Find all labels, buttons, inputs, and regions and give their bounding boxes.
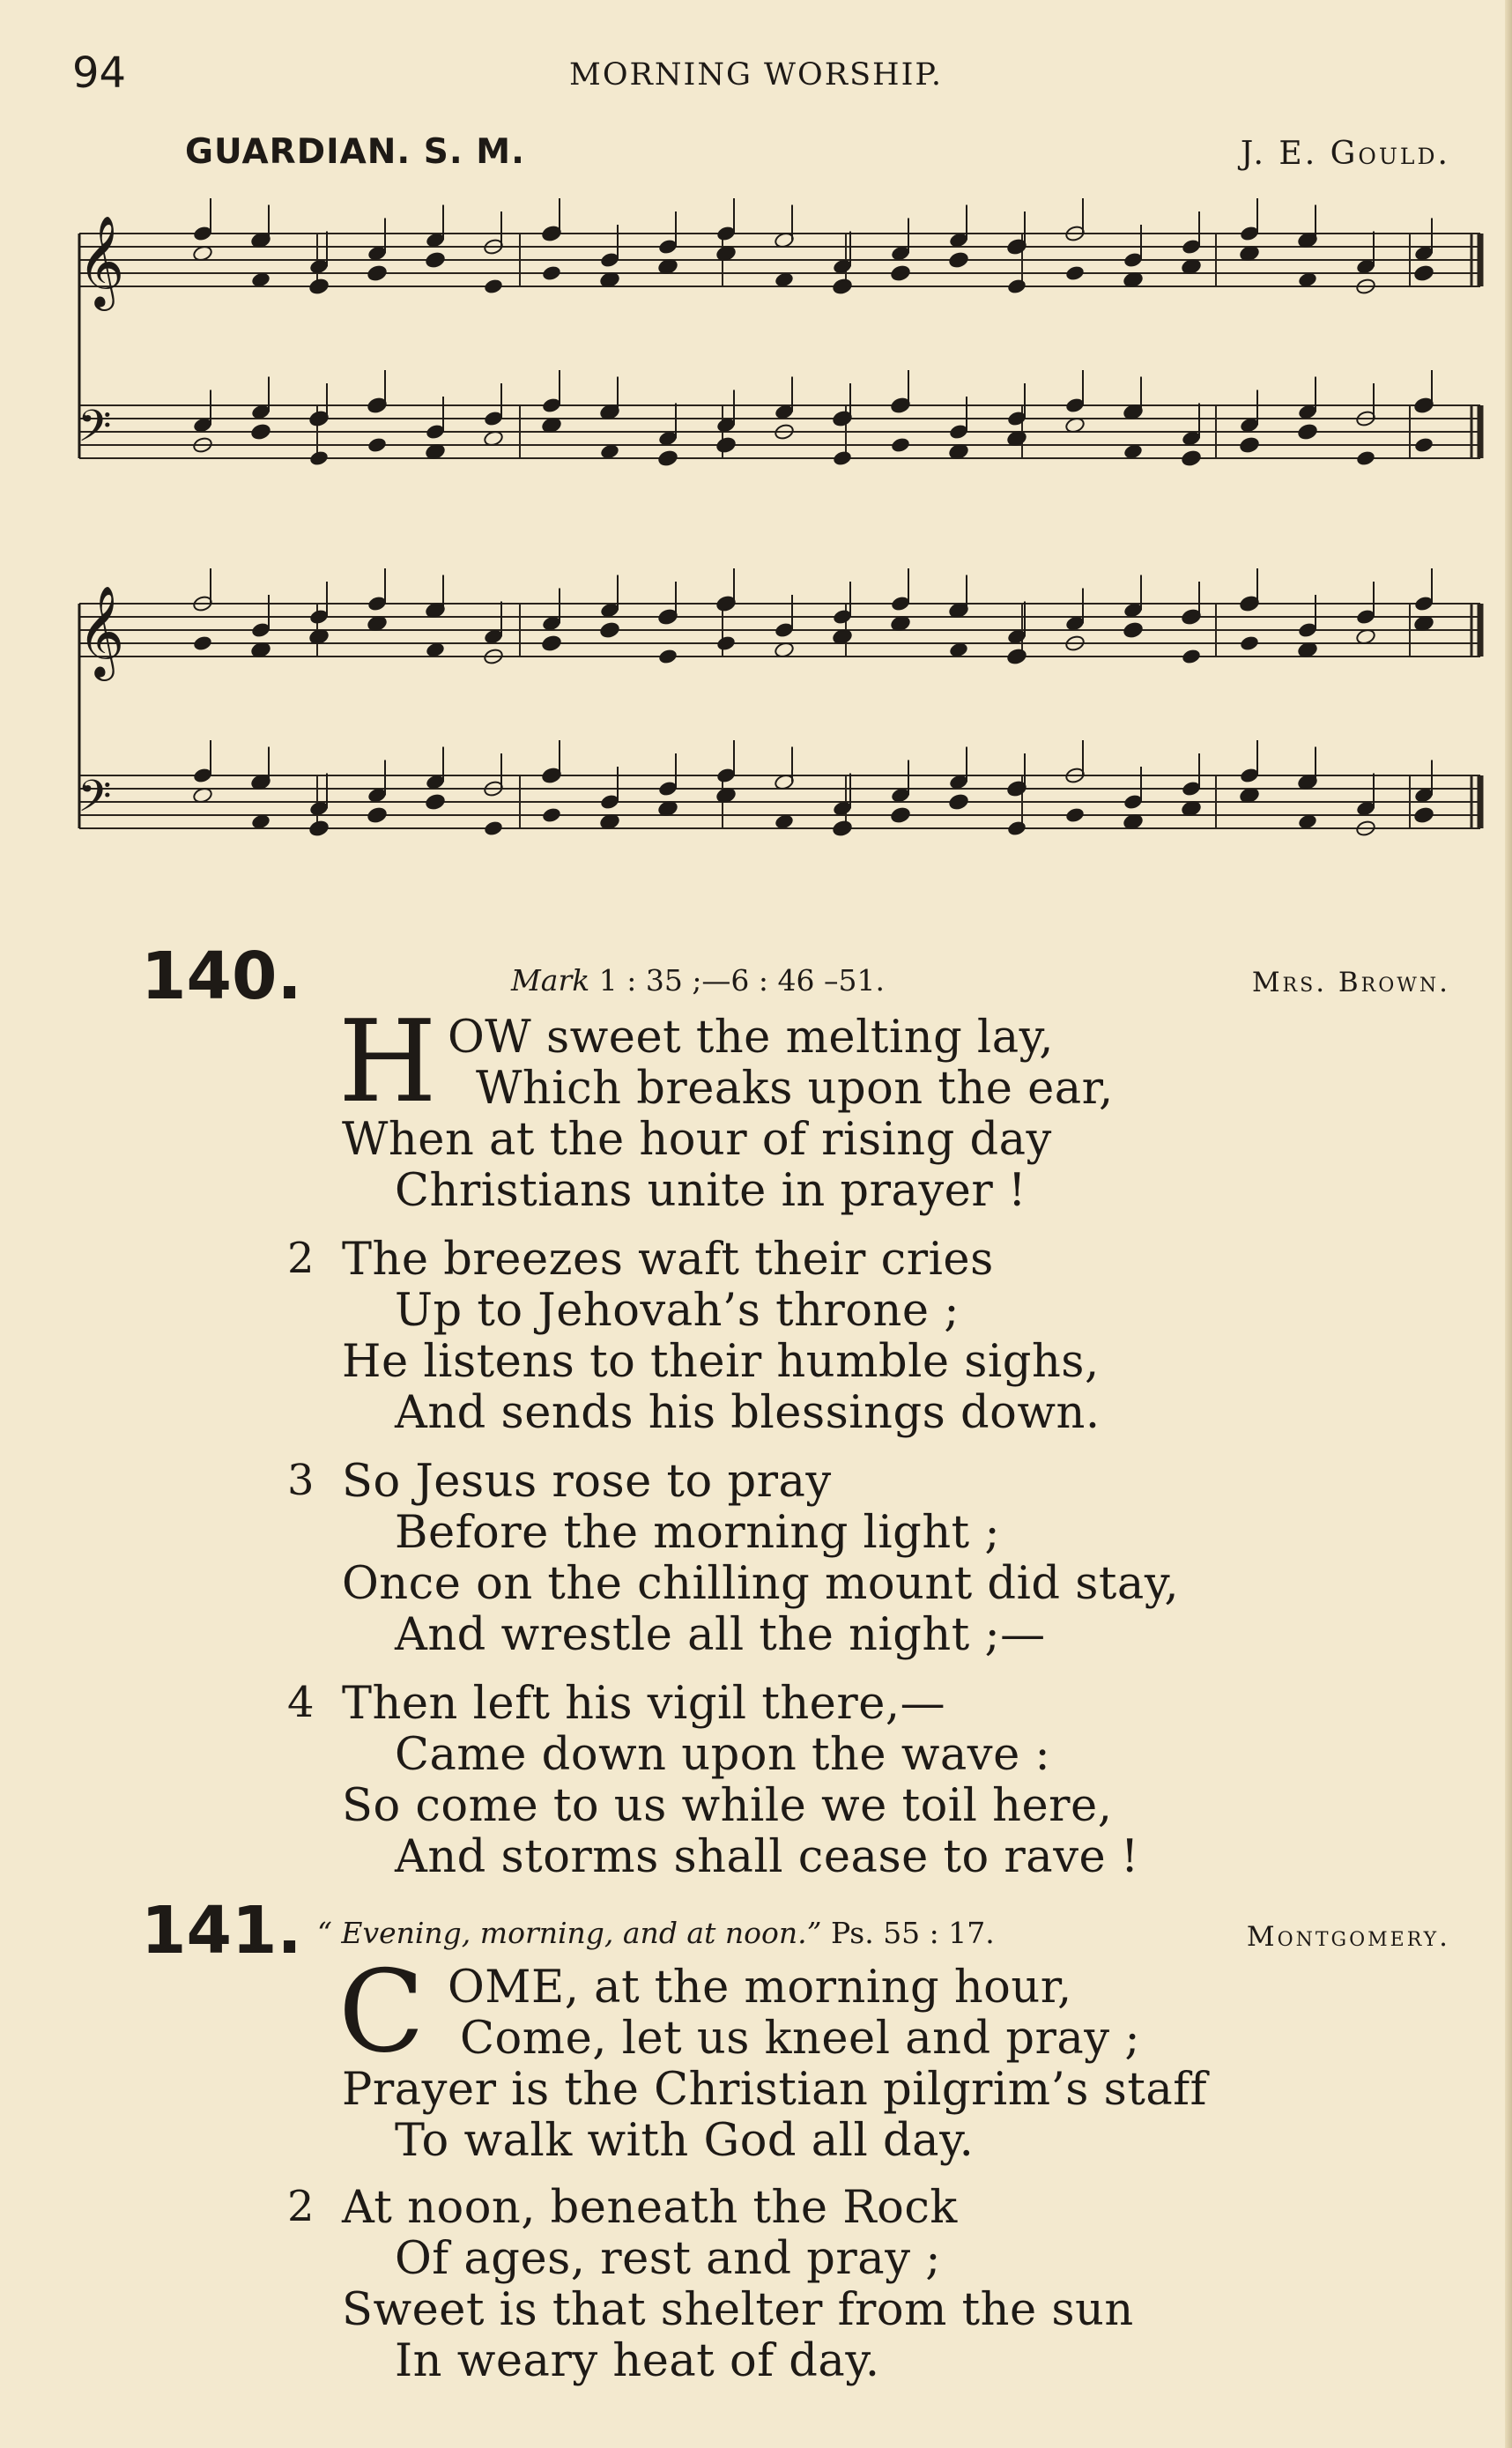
note-head xyxy=(948,793,969,811)
note-head xyxy=(483,278,504,295)
verse-number: 3 xyxy=(287,1456,315,1505)
note-head xyxy=(308,449,330,467)
verse-line: And wrestle all the night ;— xyxy=(395,1609,1046,1661)
note-head xyxy=(250,423,271,441)
note-head xyxy=(1181,449,1202,467)
note-head xyxy=(715,436,737,454)
verse-line: The breezes waft their cries xyxy=(342,1234,994,1286)
verse-line: Sweet is that shelter from the sun xyxy=(342,2284,1134,2336)
note-head xyxy=(308,278,330,295)
note-head xyxy=(541,634,562,652)
verse-number: 2 xyxy=(287,2182,315,2231)
treble-clef-icon: 𝄞 xyxy=(78,585,125,678)
bass-clef-icon: 𝄢 xyxy=(78,401,112,463)
note-head xyxy=(425,793,446,811)
verse-line: Up to Jehovah’s throne ; xyxy=(395,1285,960,1337)
hymn-author: Mrs. Brown. xyxy=(1251,967,1450,998)
hymn-141-header xyxy=(0,1893,1512,1969)
scripture-reference xyxy=(317,1916,995,1950)
note-head xyxy=(1297,423,1318,441)
verse-line: Prayer is the Christian pilgrim’s staff xyxy=(342,2064,1208,2116)
music-staves xyxy=(70,194,1498,916)
note-head xyxy=(657,449,678,467)
hymn-author: Montgomery. xyxy=(1246,1921,1450,1953)
note-head xyxy=(1123,621,1144,639)
note-head xyxy=(832,449,853,467)
note-head xyxy=(890,806,911,824)
bass-clef-icon: 𝄢 xyxy=(78,771,112,833)
note-head xyxy=(425,251,446,269)
note-head xyxy=(832,820,853,837)
hymn-number: 141. xyxy=(141,1893,302,1969)
tune-composer: J. E. Gould. xyxy=(1240,136,1450,172)
note-head xyxy=(1064,806,1086,824)
note-head xyxy=(367,264,388,282)
note-head xyxy=(832,278,853,295)
note-head xyxy=(1181,648,1202,665)
page-edge xyxy=(1505,0,1512,2448)
verse-line: OW sweet the melting lay, xyxy=(448,1012,1054,1064)
page-number: 94 xyxy=(72,48,127,98)
verse-line: Come, let us kneel and pray ; xyxy=(460,2013,1141,2065)
note-head xyxy=(1413,436,1434,454)
note-head xyxy=(1006,278,1027,295)
note-head xyxy=(1239,436,1260,454)
note-head xyxy=(192,634,213,652)
verse-line: Which breaks upon the ear, xyxy=(476,1063,1114,1115)
verse-line: In weary heat of day. xyxy=(395,2335,880,2387)
note-head xyxy=(1064,264,1086,282)
note-head xyxy=(541,264,562,282)
verse-line: And storms shall cease to rave ! xyxy=(395,1831,1139,1883)
drop-cap: C xyxy=(338,1947,425,2078)
scripture-reference xyxy=(511,963,885,998)
verse-line: Came down upon the wave : xyxy=(395,1729,1051,1781)
page-header xyxy=(0,48,1512,101)
verse-line: Then left his vigil there,— xyxy=(342,1678,946,1730)
tune-name: GUARDIAN. S. M. xyxy=(185,132,525,172)
music-score xyxy=(70,194,1498,916)
hymn-number: 140. xyxy=(141,938,302,1014)
tune-line xyxy=(0,132,1512,185)
note-head xyxy=(1413,806,1434,824)
note-head xyxy=(890,264,911,282)
note-head xyxy=(483,820,504,837)
verse-line: Of ages, rest and pray ; xyxy=(395,2233,941,2285)
note-head xyxy=(890,436,911,454)
verse-line: When at the hour of rising day xyxy=(342,1114,1052,1166)
verse-line: At noon, beneath the Rock xyxy=(342,2182,958,2234)
note-head xyxy=(1006,820,1027,837)
note-head xyxy=(657,648,678,665)
note-head xyxy=(1006,648,1027,665)
scripture-book: Mark xyxy=(511,963,590,998)
note-head xyxy=(367,436,388,454)
verse-number: 2 xyxy=(287,1234,315,1283)
note-head xyxy=(1413,264,1434,282)
treble-clef-icon: 𝄞 xyxy=(78,215,125,308)
scripture-ref: Ps. 55 : 17. xyxy=(821,1916,995,1950)
verse-line: Once on the chilling mount did stay, xyxy=(342,1558,1180,1610)
drop-cap: H xyxy=(338,997,437,1128)
running-head: MORNING WORSHIP. xyxy=(569,57,943,93)
scripture-quote: “ Evening, morning, and at noon.” xyxy=(317,1916,822,1950)
note-head xyxy=(541,806,562,824)
hymn-140-header xyxy=(0,938,1512,1014)
verse-line: And sends his blessings down. xyxy=(395,1387,1101,1439)
note-head xyxy=(1239,634,1260,652)
note-head xyxy=(715,634,737,652)
verse-line: OME, at the morning hour, xyxy=(448,1962,1072,2014)
note-head xyxy=(948,251,969,269)
note-head xyxy=(599,621,620,639)
note-head xyxy=(367,806,388,824)
verse-line: So come to us while we toil here, xyxy=(342,1780,1113,1832)
verse-line: To walk with God all day. xyxy=(395,2115,975,2167)
scripture-ref: 1 : 35 ;—6 : 46 –51. xyxy=(589,963,885,998)
verse-line: Christians unite in prayer ! xyxy=(395,1165,1027,1217)
verse-number: 4 xyxy=(287,1678,315,1727)
note-head xyxy=(308,820,330,837)
verse-line: So Jesus rose to pray xyxy=(342,1456,832,1508)
verse-line: He listens to their humble sighs, xyxy=(342,1336,1100,1388)
note-head xyxy=(1355,449,1376,467)
verse-line: Before the morning light ; xyxy=(395,1507,1001,1559)
